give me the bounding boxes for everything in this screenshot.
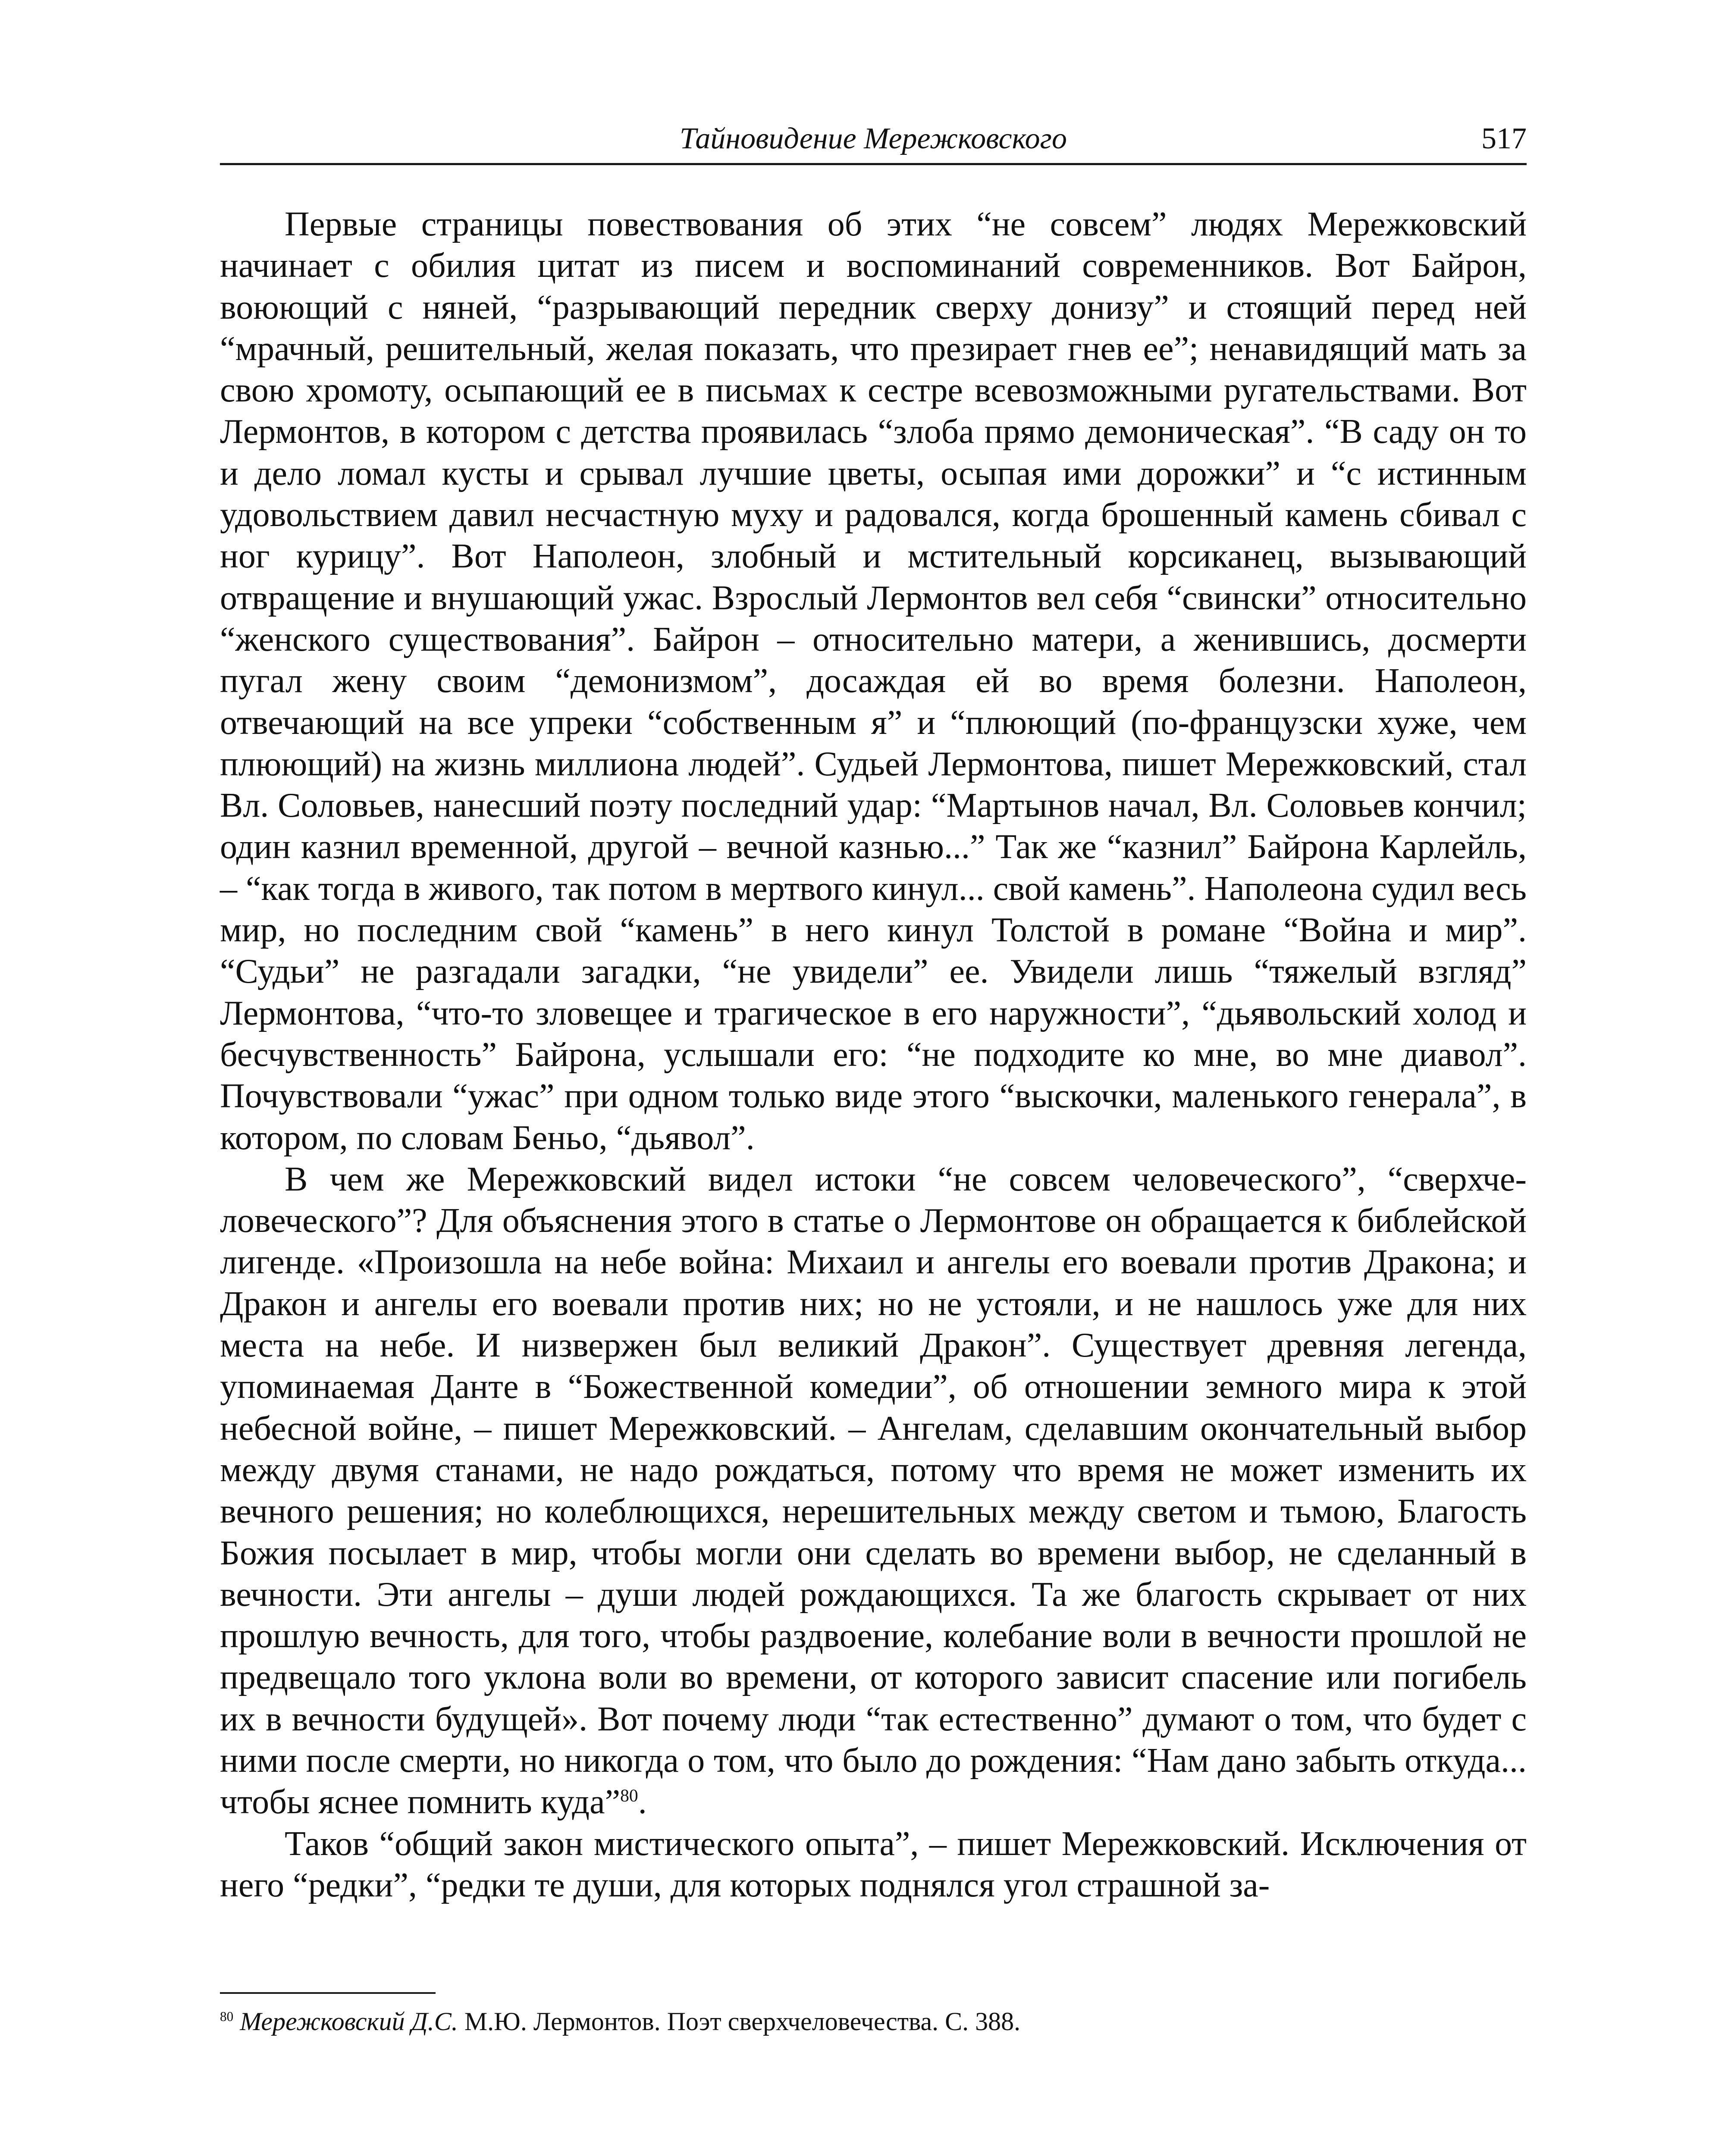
page-number: 517 (1481, 122, 1527, 155)
paragraph-2-text: В чем же Мережковский видел истоки “не совсем человеческого”, “сверхчеловеческого”? Для объяснения этого в статье о Лермонтове он обращается к библейской лигенде. «Произошла на небе война: Михаил и ангелы его воевали против Дракона; и Дракон и ангелы его воевали против них; но не устояли, и не нашлось уже для них места на небе. И низвержен был великий Дракон”. Существует древняя легенда, упоминаемая Данте в “Божественной комедии”, об отношении земного мира к этой небесной войне, – пишет Мережковский. – Ангелам, сделавшим окончательный выбор между двумя станами, не надо рождаться, потому что время не может изменить их вечного решения; но колеблющихся, нерешительных между светом и тьмою, Благость Божия посылает в мир, чтобы могли они сделать во времени выбор, не сделанный в вечности. Эти ангелы – души людей рождающихся. Та же благость скрывает от них прошлую вечность, для того, чтобы раздвоение, колебание воли в вечности прошлой не предвещало того уклона воли во времени, от которого зависит спасение или погибель их в вечности будущей». Вот почему люди “так естественно” думают о том, что будет с ними после смерти, но никогда о том, что было до рождения: “Нам дано забыть откуда... чтобы яснее помнить куда” (220, 1160, 1527, 1821)
paragraph-3 (220, 1823, 1527, 1906)
paragraph-1-text: Первые страницы повествования об этих “не совсем” людях Мережковский начинает с обилия цитат из писем и воспоминаний современников. Вот Байрон, воюющий с няней, “разрывающий передник сверху донизу” и стоящий перед ней “мрачный, решительный, желая показать, что презирает гнев ее”; ненавидящий мать за свою хромоту, осыпающий ее в письмах к сестре всевозможными ругательствами. Вот Лермонтов, в котором с детства проявилась “злоба прямо демоническая”. “В саду он то и дело ломал кусты и срывал лучшие цветы, осыпая ими дорожки” и “с истинным удовольствием давил несчастную муху и радовался, когда брошенный камень сбивал с ног курицу”. Вот Наполеон, злобный и мстительный корсиканец, вызывающий отвращение и внушающий ужас. Взрослый Лермонтов вел себя “свински” относительно “женского существования”. Байрон – относительно матери, а женившись, досмерти пугал жену своим “демонизмом”, досаждая ей во время болезни. Наполеон, отвечающий на все упреки “собственным я” и “плюющий (по-французски хуже, чем плюющий) на жизнь миллиона людей”. Судьей Лермонтова, пишет Мережковский, стал Вл. Соловьев, нанесший поэту последний удар: “Мартынов начал, Вл. Соловьев кончил; один казнил временной, другой – вечной казнью...” Так же “казнил” Байрона Карлейль, – “как тогда в живого, так потом в мертвого кинул... свой камень”. Наполеона судил весь мир, но последним свой “камень” в него кинул Толстой в романе “Война и мир”. “Судьи” не разгадали загадки, “не увидели” ее. Увидели лишь “тяжелый взгляд” Лермонтова, “что-то зловещее и трагическое в его наружности”, “дьявольский холод и бесчувственность” Байрона, услышали его: “не подходите ко мне, во мне диавол”. Почувствовали “ужас” при одном только виде этого “выскочки, маленького генерала”, в котором, по словам Беньо, “дьявол”. (220, 205, 1527, 1157)
footnote-ref: 80 (620, 1785, 638, 1805)
footnote-text: М.Ю. Лермонтов. Поэт сверхчеловечества. С. 388. (458, 2007, 1021, 2036)
paragraph-2: В чем же Мережковский видел истоки “не совсем человеческого”, “сверхчеловеческого”? Для объяснения этого в статье о Лермонтове он обращается к библейской лигенде. «Произошла на небе война: Михаил и ангелы его воевали против Дракона; и Дракон и ангелы его воевали против них; но не устояли, и не нашлось уже для них места на небе. И низвержен был великий Дракон”. Существует древняя легенда, упоминаемая Данте в “Божественной комедии”, об отношении земного мира к этой небесной войне, – пишет Мережковский. – Ангелам, сделавшим окончательный выбор между двумя станами, не надо рождаться, потому что время не может изменить их вечного решения; но колеблющихся, нерешительных между светом и тьмою, Благость Божия посылает в мир, чтобы могли они сделать во времени выбор, не сделанный в вечности. Эти ангелы – души людей рождающихся. Та же благость скрывает от них прошлую вечность, для того, чтобы раздвоение, колебание воли в вечности прошлой не предвещало того уклона воли во времени, от которого зависит спасение или погибель их в вечности будущей». Вот почему люди “так естественно” думают о том, что будет с ними после смерти, но никогда о том, что было до рождения: “Нам дано забыть откуда... чтобы яснее помнить куда”$^{80}$. (220, 1160, 1527, 1821)
footnote-number: 80 (220, 2009, 234, 2024)
paragraph-1 (220, 204, 1527, 1159)
running-header (220, 111, 1527, 165)
footnote-divider (220, 1992, 436, 1994)
footnote-author: Мережковский Д.С. (240, 2007, 458, 2036)
main-text (220, 204, 1527, 1906)
footnote (220, 2005, 1527, 2038)
running-title: Тайновидение Мережковского (680, 122, 1067, 155)
paragraph-3-text: Таков “общий закон мистического опыта”, – пишет Мережковский. Исключения от него “редки”, “редки те души, для которых поднялся угол страшной за- (220, 1824, 1527, 1904)
